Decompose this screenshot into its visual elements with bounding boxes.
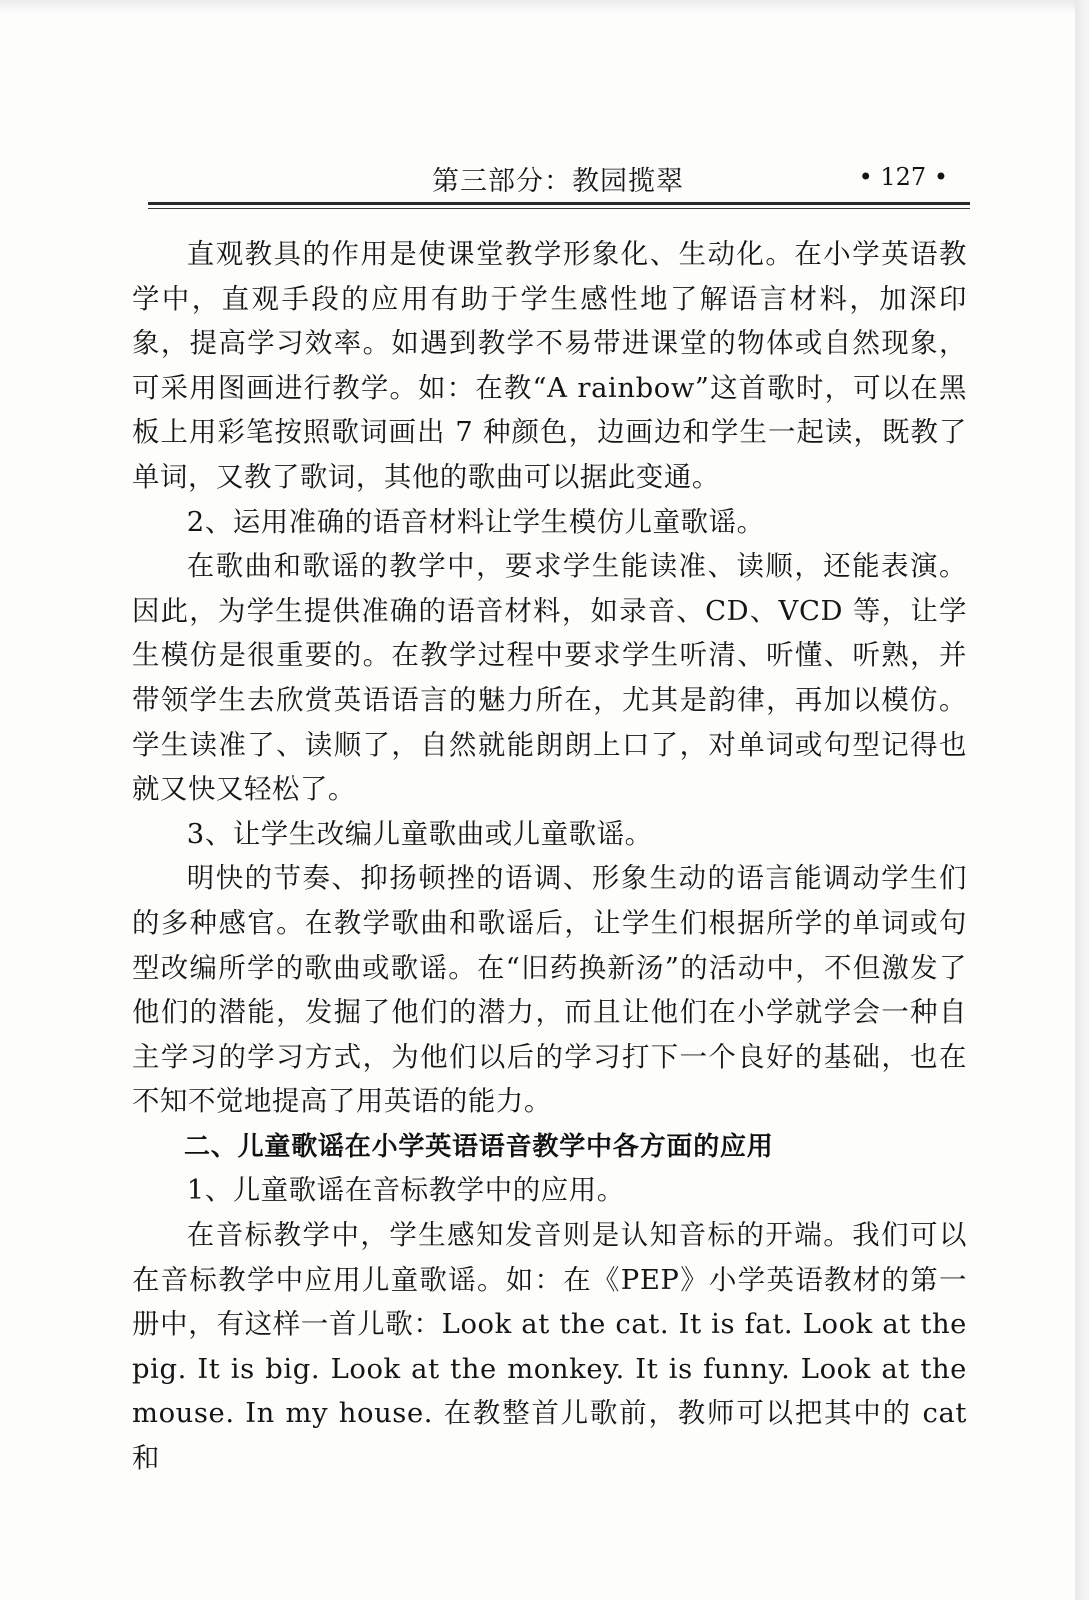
paragraph-phonetics: 在音标教学中，学生感知发音则是认知音标的开端。我们可以在音标教学中应用儿童歌谣。如：在《PEP》小学英语教材的第一册中，有这样一首儿歌：Look at the cat. It is fat. Look at the pig. It is big. Look at the monkey. It is funny. Look at the mouse. In my house. 在教整首儿歌前，教师可以把其中的 cat 和 bbox=[132, 1220, 967, 1475]
running-title: 第三部分：教园揽翠 bbox=[432, 166, 684, 197]
list-item-3: 3、让学生改编儿童歌曲或儿童歌谣。 bbox=[186, 818, 653, 850]
section-heading: 二、儿童歌谣在小学英语语音教学中各方面的应用 bbox=[184, 1131, 774, 1162]
header-rule-thick bbox=[148, 202, 970, 205]
paragraph-audio-materials: 在歌曲和歌谣的教学中，要求学生能读准、读顺，还能表演。因此，为学生提供准确的语音材料，如录音、CD、VCD 等，让学生模仿是很重要的。在教学过程中要求学生听清、听懂、听熟，并带领学生去欣赏英语语言的魅力所在，尤其是韵律，再加以模仿。学生读准了、读顺了，自然就能朗朗上口了，对单词或句型记得也就又快又轻松了。 bbox=[132, 551, 967, 806]
header-rule-thin bbox=[148, 208, 970, 209]
scan-top-shadow bbox=[0, 0, 1089, 14]
page-number: • 127 • bbox=[858, 163, 948, 191]
paragraph-visual-aids: 直观教具的作用是使课堂教学形象化、生动化。在小学英语教学中，直观手段的应用有助于学生感性地了解语言材料，加深印象，提高学习效率。如遇到教学不易带进课堂的物体或自然现象，可采用图画进行教学。如：在教“A rainbow”这首歌时，可以在黑板上用彩笔按照歌词画出 7 种颜色，边画边和学生一起读，既教了单词，又教了歌词，其他的歌曲可以据此变通。 bbox=[132, 239, 967, 493]
list-item-1: 1、儿童歌谣在音标教学中的应用。 bbox=[186, 1175, 625, 1207]
paragraph-adaptation: 明快的节奏、抑扬顿挫的语调、形象生动的语言能调动学生们的多种感官。在教学歌曲和歌谣后，让学生们根据所学的单词或句型改编所学的歌曲或歌谣。在“旧药换新汤”的活动中，不但激发了他们的潜能，发掘了他们的潜力，而且让他们在小学就学会一种自主学习的学习方式，为他们以后的学习打下一个良好的基础，也在不知不觉地提高了用英语的能力。 bbox=[132, 863, 967, 1118]
body-text bbox=[132, 233, 967, 1482]
list-item-2: 2、运用准确的语音材料让学生模仿儿童歌谣。 bbox=[186, 506, 765, 538]
running-header bbox=[148, 155, 968, 199]
scan-right-edge bbox=[1075, 0, 1089, 1600]
